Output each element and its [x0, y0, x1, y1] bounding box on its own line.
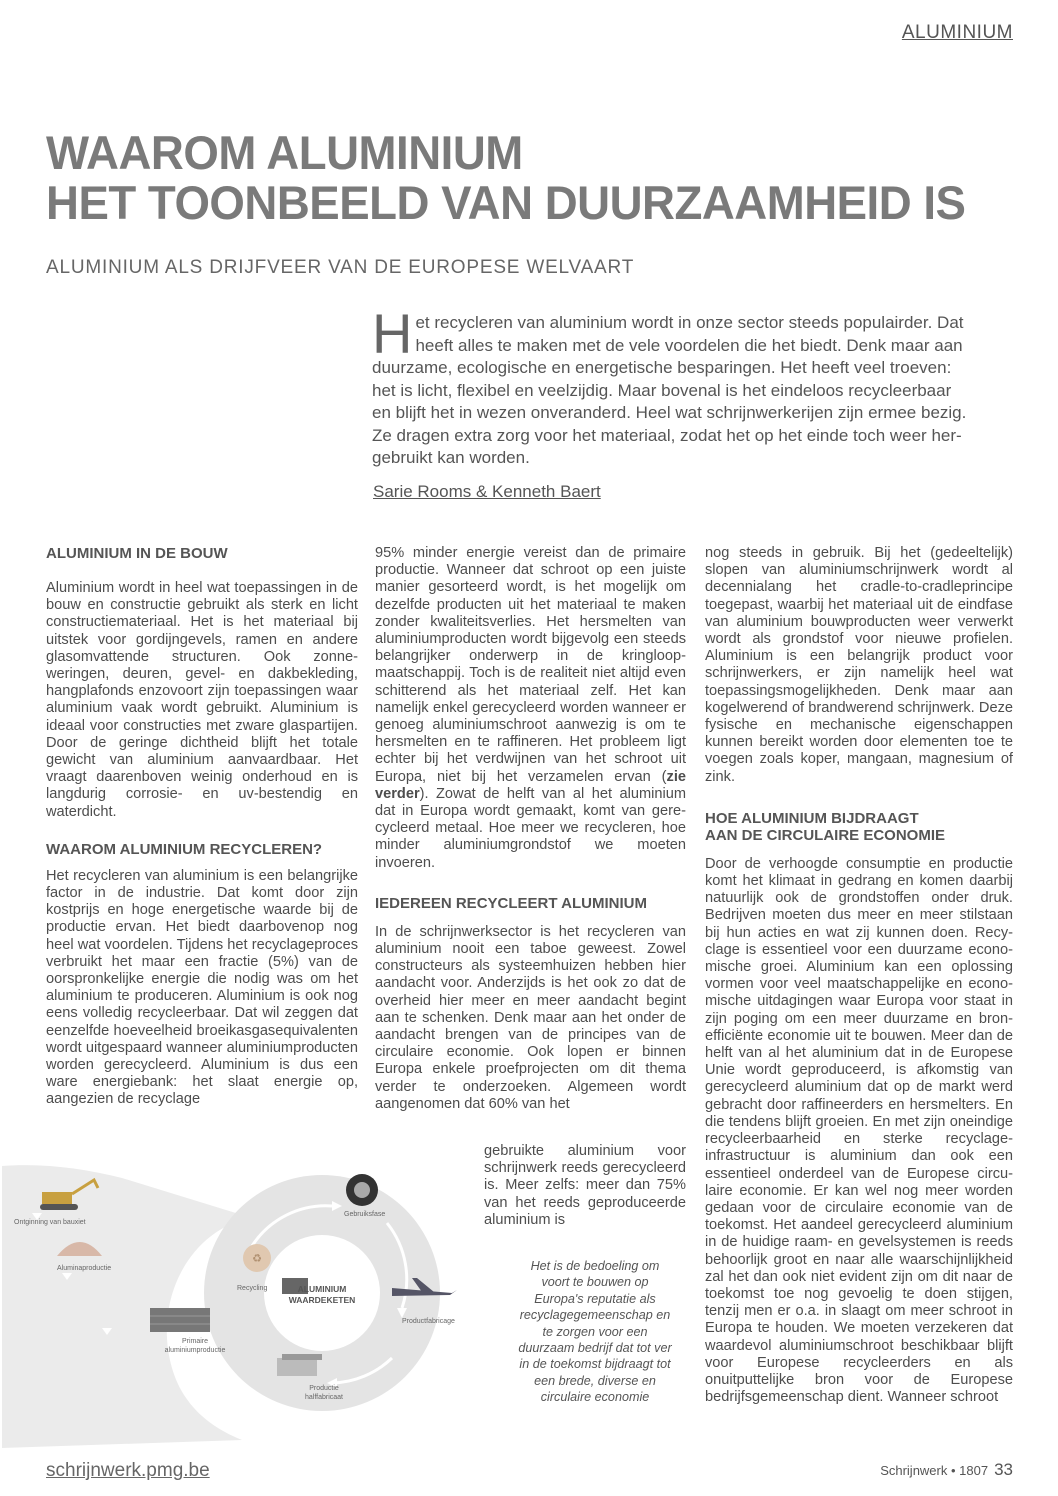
author-byline: Sarie Rooms & Kenneth Baert	[373, 482, 601, 501]
diagram-center-title-2: WAARDEKETEN	[288, 1295, 356, 1305]
article-title	[46, 128, 977, 228]
paragraph-part: 95% minder energie vereist dan de primaire productie. Wanneer dat schroot op een juiste manier gesorteerd wordt, is het mogelijk om dezelfde producten uit het materiaal te maken zonder kwaliteitsverlies. Het hersmelten van aluminiumproducten wordt bijgevolg een steeds belangrijker onderwerp in de kringloopmaatschappij. Toch is de realiteit niet altijd even schitterend als het materiaal zelf. Het kan namelijk enkel gerecycleerd worden wanneer er genoeg aluminiumschroot aanwezig is om te hersmelten en te raffineren. Het probleem ligt echter bij het verdwijnen van het schroot uit Europa, niet bij het verzamelen ervan (	[375, 545, 686, 785]
label-ontginning: Ontginning van bauxiet	[14, 1219, 86, 1226]
label-halffabricaat-1: Productie	[309, 1385, 339, 1392]
label-primair-1: Primaire	[181, 1338, 209, 1345]
heading-iedereen-recycleert: IEDEREEN RECYCLEERT ALUMINIUM	[375, 894, 647, 912]
title-line-1: WAAROM ALUMINIUM	[46, 126, 523, 179]
footer-website-link[interactable]: schrijnwerk.pmg.be	[46, 1460, 210, 1481]
paragraph: Het recycleren van aluminium is een belangrijke factor in de industrie. Dat komt door zijn kostprijs en hoge energetische waarde bij de productie ervan. Het biedt daarbovenop nog heel wat voordelen. Tijdens het recyclageproces verbruikt het maar een fractie (5%) van de oorspronkelijke energie die nodig was om het aluminium te produceren. Aluminium is ook nog eens volledig recycleerbaar. Dat wil zeggen dat eenzelfde hoeveelheid broeikasgasequivalenten wordt uitgespaard wanneer aluminiumproducten worden gerecycleerd. Aluminium is dus een ware energiebank: het slaat energie op, aangezien de recyclage	[46, 867, 358, 1108]
heading-aluminium-in-de-bouw: ALUMINIUM IN DE BOUW	[46, 545, 228, 562]
label-productfabricage: Productfabricage	[402, 1318, 455, 1325]
label-gebruiksfase: Gebruiksfase	[344, 1211, 386, 1218]
heading-line: AAN DE CIRCULAIRE ECONOMIE	[705, 826, 946, 844]
aluminium-value-chain-diagram	[2, 1158, 484, 1458]
tire-icon	[346, 1174, 378, 1206]
profiles-icon	[277, 1354, 322, 1376]
title-line-2: HET TOONBEELD VAN DUURZAAMHEID IS	[46, 176, 966, 229]
paragraph: In de schrijnwerksector is het recycleren van aluminium nooit een taboe geweest. Zowel constructeurs als systeemhuizen hebben hier aandacht voor. Anderzijds is het ook zo dat de overheid hier meer en meer aandacht begint aan te schenken. Denk maar aan het onder de aandacht brengen van de principes van de circulaire economie. Ook lopen er binnen Europa enkele proefprojecten om dit thema verder te onderzoeken. Algemeen wordt aangenomen dat 60% van het	[375, 923, 686, 1112]
drop-cap: H	[372, 302, 413, 365]
label-alumina: Aluminaproductie	[57, 1265, 112, 1272]
label-primair-2: aluminiumproductie	[164, 1347, 226, 1354]
intro-paragraph	[372, 302, 972, 470]
label-recycling: Recycling	[237, 1285, 268, 1292]
paragraph	[375, 545, 686, 872]
heading-line: HOE ALUMINIUM BIJDRAAGT	[705, 809, 919, 827]
heading-waarom-recycleren: WAAROM ALUMINIUM RECYCLEREN?	[46, 840, 323, 858]
footer-page-info	[880, 1460, 1013, 1480]
section-tag: ALUMINIUM	[901, 22, 1013, 43]
recycling-icon	[243, 1244, 271, 1272]
column-2-continuation	[484, 1143, 686, 1229]
diagram-center-title-1: ALUMINIUM	[297, 1284, 347, 1294]
heading-circulaire-economie	[705, 810, 1013, 844]
article-subtitle: ALUMINIUM ALS DRIJFVEER VAN DE EUROPESE WELVAART	[46, 257, 635, 278]
label-halffabricaat-2: halffabricaat	[304, 1394, 344, 1401]
column-2	[375, 545, 686, 1113]
column-3	[705, 545, 1013, 1406]
paragraph: Aluminium wordt in heel wat toepassingen in de bouw en constructie gebruikt als sterk en licht constructiemateriaal. Het is het materiaal bij uitstek voor gordijngevels, ramen en andere glasomvattende structuren. Ook zonneweringen, deuren, gevel- en dakbekleding, hangplafonds enzovoort zijn toepassingen waar aluminium vaak wordt gebruikt. Aluminium is ideaal voor constructies met zware glaspartijen. Door de geringe dichtheid blijft het totale gewicht van aluminium aanvaardbaar. Het vraagt daarenboven weinig onderhoud en is langdurig corrosie- en uv-bestendig en waterdicht.	[46, 580, 358, 820]
paragraph: Door de verhoogde consumptie en productie komt het klimaat in gedrang en komen daarbij natuurlijk ook de grondstoffen onder druk. Bedrijven moeten dus meer en meer stilstaan bij hun acties en wat zij kunnen doen. Recyclage is essentieel voor een duurzame economische groei. Aluminium kan een oplossing vormen voor veel maatschappelijke en economische uitdagingen waar Europa voor staat in zijn poging om een meer duurzame en bronefficiënte economie uit te bouwen. Meer dan de helft van al het aluminium dat in de Europese Unie wordt geproduceerd, is afkomstig van gerecycleerd aluminium dat op de markt werd gebracht door raffineerders en hersmelters. En die tendens blijft groeien. En met zijn oneindige recycleerbaarheid en sterke recyclage-infrastructuur is aluminium dan ook een essentieel onderdeel van de Europese circulaire economie. Er kan wel nog meer worden gedaan voor de circulaire economie van de toekomst. Het aandeel gerecycleerd aluminium in de huidige raam- en gevelsystemen is reeds behoorlijk groot en naar alle waarschijnlijkheid zal het dan ook niet evident zijn om dit naar de toekomst toe nog gevoelig te doen stijgen, tenzij men er o.a. in slaagt om meer schroot in Europa te houden. We moeten verzekeren dat waardevol aluminiumschroot beschikbaar blijft voor Europese recycleerders en als onuitputtelijke bron voor de Europese bedrijfsgemeenschap dient. Wanneer schroot	[705, 855, 1013, 1406]
magazine-issue: Schrijnwerk • 1807	[880, 1463, 989, 1478]
aluminium-ingots-icon	[150, 1308, 210, 1332]
column-1	[46, 545, 358, 1109]
paragraph-part: ). Zowat de helft van al het aluminium dat in Europa wordt gemaakt, komt van gerecycleerd metaal. Hoe meer we recycleren, hoe minder aluminiumgrondstof we moeten invoeren.	[375, 785, 686, 871]
paragraph: gebruikte aluminium voor schrijnwerk reeds gerecycleerd is. Meer zelfs: meer dan 75% van het reeds geproduceerde aluminium is	[484, 1143, 686, 1228]
paragraph: nog steeds in gebruik. Bij het (gedeeltelijk) slopen van aluminiumschrijnwerk wordt al decennialang het cradle-to-cradleprincipe toegepast, waarbij het materiaal uit de eindfase van aluminium bouwproducten weer verwerkt wordt als grondstof voor nieuwe profielen. Aluminium is een belangrijk product voor schrijnwerkers, er zijn namelijk heel wat toepassingsmogelijkheden. Denk maar aan kogelwerend of brandwerend schrijnwerk. Deze fysische en mechanische eigenschappen kunnen bereikt worden door elementen toe te voegen zoals koper, mangaan, magnesium of zink.	[705, 545, 1013, 785]
page-number: 33	[994, 1460, 1013, 1479]
svg-text:♻: ♻	[252, 1253, 262, 1265]
pull-quote: Het is de bedoeling om voort te bouwen op Europa's reputatie als recyclagegemeenschap en te zorgen voor een duurzaam bedrijf dat tot ver in de toekomst bijdraagt tot een brede, diverse en circulaire economie	[518, 1259, 672, 1405]
intro-text: et recycleren van aluminium wordt in onze sector steeds populairder. Dat heeft alles te maken met de vele voordelen die het biedt. Denk maar aan duurzame, ecologische en energetische besparingen. Het heeft veel troeven: het is licht, flexibel en veelzijdig. Maar bovenal is het eindeloos recycleerbaar en blijft het in wezen onveranderd. Heel wat schrijnwerkerijen zijn ermee bezig. Ze dragen extra zorg voor het materiaal, zodat het op het einde toch weer hergebruikt kan worden.	[372, 313, 967, 467]
cross-reference: zie verder	[375, 768, 686, 802]
